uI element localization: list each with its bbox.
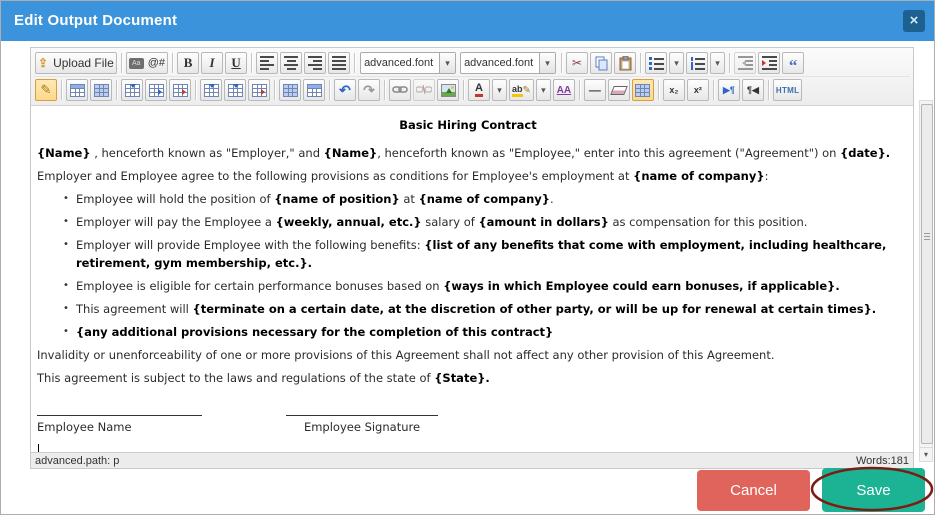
cut-button[interactable] bbox=[566, 52, 588, 74]
align-center-icon bbox=[284, 56, 298, 70]
insert-table-button[interactable] bbox=[279, 79, 301, 101]
editor-toolbar bbox=[31, 48, 913, 106]
numbered-list-icon bbox=[690, 57, 705, 70]
italic-icon: I bbox=[209, 55, 215, 70]
bold-button[interactable] bbox=[177, 52, 199, 74]
blockquote-icon: “ bbox=[788, 56, 798, 75]
superscript-button[interactable] bbox=[687, 79, 709, 101]
align-justify-icon bbox=[332, 56, 346, 70]
chevron-down-icon: ▾ bbox=[439, 53, 455, 73]
toolbar-separator bbox=[729, 53, 730, 73]
toolbar-row-1 bbox=[34, 50, 910, 76]
document-paragraphs bbox=[37, 144, 899, 387]
insert-row-after-button[interactable] bbox=[145, 79, 167, 101]
paste-icon bbox=[618, 56, 633, 71]
subscript-icon: x₂ bbox=[669, 85, 679, 95]
upload-file-button[interactable] bbox=[35, 52, 117, 74]
text-color-button[interactable] bbox=[468, 79, 490, 101]
toolbar-separator bbox=[121, 53, 122, 73]
blockquote-button[interactable] bbox=[782, 52, 804, 74]
insert-column-after-button[interactable] bbox=[224, 79, 246, 101]
copy-button[interactable] bbox=[590, 52, 612, 74]
cancel-button[interactable]: Cancel bbox=[697, 470, 810, 511]
document-paragraph: {Name} , henceforth known as "Employer," and {Name}, henceforth known as "Employee," enter into this agreement ("Agreement") on {date}. bbox=[37, 146, 891, 160]
toolbar-separator bbox=[579, 80, 580, 100]
align-left-button[interactable] bbox=[256, 52, 278, 74]
unlink-button[interactable] bbox=[413, 79, 435, 101]
document-bullet-item: • Employer will pay the Employee a {weekly, annual, etc.} salary of {amount in dollars} as compensation for this position. bbox=[63, 215, 808, 229]
document-bullet-item: • Employer will provide Employee with the following benefits: {list of any benefits that come with employment, including healthcare, retirement, gym membership, etc.}. bbox=[63, 238, 887, 270]
pencil-icon: ✎ bbox=[522, 84, 531, 96]
align-justify-button[interactable] bbox=[328, 52, 350, 74]
bullet-icon: • bbox=[63, 303, 69, 314]
toolbar-separator bbox=[329, 80, 330, 100]
numbered-list-menu-button[interactable]: ▾ bbox=[710, 52, 725, 74]
vertical-scrollbar[interactable] bbox=[919, 100, 933, 462]
bold-icon: B bbox=[183, 55, 193, 70]
rtl-icon: ¶◀ bbox=[746, 84, 759, 95]
align-center-button[interactable] bbox=[280, 52, 302, 74]
insert-image-button[interactable] bbox=[437, 79, 459, 101]
delete-row-icon bbox=[173, 84, 188, 97]
outdent-button[interactable] bbox=[734, 52, 756, 74]
italic-button[interactable] bbox=[201, 52, 223, 74]
undo-button[interactable] bbox=[334, 79, 356, 101]
dialog-titlebar bbox=[0, 0, 935, 41]
insert-column-before-button[interactable] bbox=[200, 79, 222, 101]
upload-file-label: Upload File bbox=[53, 56, 114, 70]
scissors-icon: ✂ bbox=[572, 56, 583, 70]
insert-column-before-icon bbox=[204, 84, 219, 97]
horizontal-rule-icon: — bbox=[588, 83, 601, 97]
table-cell-icon bbox=[94, 84, 109, 97]
document-bullet-item: • Employee is eligible for certain performance bonuses based on {ways in which Employee could earn bonuses, if applicable}. bbox=[63, 279, 840, 293]
toolbar-separator bbox=[561, 53, 562, 73]
rtl-button[interactable] bbox=[742, 79, 764, 101]
toolbar-separator bbox=[384, 80, 385, 100]
highlight-color-button[interactable] bbox=[509, 79, 534, 101]
table-properties-button[interactable] bbox=[303, 79, 325, 101]
bullet-icon: • bbox=[63, 280, 69, 291]
document-paragraph: Invalidity or unenforceability of one or more provisions of this Agreement shall not affect any other provision of this Agreement. bbox=[37, 348, 775, 362]
delete-row-button[interactable] bbox=[169, 79, 191, 101]
scroll-down-icon[interactable]: ▾ bbox=[920, 447, 932, 461]
highlight-icon: ab bbox=[512, 84, 523, 97]
bullet-icon: • bbox=[63, 326, 69, 337]
font-size-select[interactable] bbox=[460, 52, 556, 74]
align-right-icon bbox=[308, 56, 322, 70]
save-button[interactable]: Save bbox=[822, 468, 925, 512]
ltr-button[interactable] bbox=[718, 79, 740, 101]
unlink-icon bbox=[416, 84, 432, 96]
font-family-value: advanced.font bbox=[364, 57, 434, 69]
table-row-properties-button[interactable] bbox=[66, 79, 88, 101]
copy-icon bbox=[594, 56, 609, 71]
rich-text-editor bbox=[30, 47, 914, 469]
html-source-button[interactable] bbox=[773, 79, 802, 101]
image-icon bbox=[441, 84, 456, 97]
edit-mode-button[interactable] bbox=[35, 79, 57, 101]
insert-column-after-icon bbox=[228, 84, 243, 97]
outdent-icon bbox=[738, 56, 753, 70]
toolbar-separator bbox=[713, 80, 714, 100]
signature-block bbox=[37, 415, 899, 436]
bullet-icon: • bbox=[63, 193, 69, 204]
toolbar-separator bbox=[354, 53, 355, 73]
indent-button[interactable] bbox=[758, 52, 780, 74]
document-content[interactable] bbox=[31, 106, 913, 452]
bullet-list-button[interactable] bbox=[645, 52, 667, 74]
bullet-icon: • bbox=[63, 239, 69, 250]
document-bullet-item: • This agreement will {terminate on a certain date, at the discretion of other party, or will be up for renewal at certain times}. bbox=[63, 302, 877, 316]
word-count: Words:181 bbox=[856, 455, 909, 467]
toolbar-separator bbox=[640, 53, 641, 73]
toolbar-separator bbox=[251, 53, 252, 73]
link-icon bbox=[392, 84, 408, 96]
element-path: advanced.path: p bbox=[35, 455, 120, 467]
toolbar-separator bbox=[195, 80, 196, 100]
table-properties-icon bbox=[307, 84, 322, 97]
image-thumbnail-icon: Aa bbox=[129, 58, 144, 69]
text-color-icon: A bbox=[475, 83, 483, 97]
document-paragraph: Employer and Employee agree to the following provisions as conditions for Employee's employment at {name of company}: bbox=[37, 169, 769, 183]
bullet-icon: • bbox=[63, 216, 69, 227]
close-icon[interactable]: × bbox=[903, 10, 925, 32]
undo-icon: ↶ bbox=[339, 81, 351, 98]
text-cursor bbox=[38, 444, 39, 452]
toolbar-separator bbox=[116, 80, 117, 100]
indent-icon bbox=[762, 56, 777, 70]
upload-icon: ⇪ bbox=[38, 56, 49, 70]
underline-button[interactable] bbox=[225, 52, 247, 74]
insert-row-before-button[interactable] bbox=[121, 79, 143, 101]
numbered-list-button[interactable] bbox=[686, 52, 708, 74]
redo-button[interactable] bbox=[358, 79, 380, 101]
eraser-icon bbox=[610, 86, 628, 95]
font-effects-button[interactable] bbox=[553, 79, 575, 101]
delete-column-icon bbox=[252, 84, 267, 97]
align-left-icon bbox=[260, 56, 274, 70]
document-bullet-item: • {any additional provisions necessary for the completion of this contract} bbox=[63, 325, 554, 339]
bullet-list-icon bbox=[649, 57, 664, 70]
font-size-value: advanced.font bbox=[464, 57, 534, 69]
superscript-icon: x² bbox=[693, 85, 702, 95]
table-cell-properties-button[interactable] bbox=[90, 79, 112, 101]
subscript-button[interactable] bbox=[663, 79, 685, 101]
remove-format-button[interactable] bbox=[608, 79, 630, 101]
dialog-title: Edit Output Document bbox=[14, 12, 178, 29]
horizontal-rule-button[interactable] bbox=[584, 79, 606, 101]
chevron-down-icon: ▾ bbox=[539, 53, 555, 73]
table-toggle-button[interactable] bbox=[632, 79, 654, 101]
underline-icon: U bbox=[231, 55, 241, 70]
delete-column-button[interactable] bbox=[248, 79, 270, 101]
table-row-icon bbox=[70, 84, 85, 97]
font-family-select[interactable] bbox=[360, 52, 456, 74]
toolbar-row-2 bbox=[34, 76, 910, 103]
employee-signature-line: Employee Signature bbox=[286, 415, 438, 436]
toolbar-separator bbox=[172, 53, 173, 73]
ltr-icon: ▶¶ bbox=[722, 84, 735, 95]
scrollbar-thumb[interactable] bbox=[921, 104, 933, 444]
table-icon bbox=[635, 84, 650, 97]
align-right-button[interactable] bbox=[304, 52, 326, 74]
editor-statusbar bbox=[31, 452, 913, 468]
toolbar-separator bbox=[658, 80, 659, 100]
employee-name-signature-line: Employee Name bbox=[37, 415, 202, 436]
document-paragraph: This agreement is subject to the laws and regulations of the state of {State}. bbox=[37, 371, 490, 385]
merge-tags-button[interactable] bbox=[126, 52, 168, 74]
insert-table-icon bbox=[283, 84, 298, 97]
document-bullet-item: • Employee will hold the position of {name of position} at {name of company}. bbox=[63, 192, 554, 206]
bullet-list-menu-button[interactable]: ▾ bbox=[669, 52, 684, 74]
merge-tags-label: @# bbox=[147, 57, 166, 69]
paste-button[interactable] bbox=[614, 52, 636, 74]
insert-row-after-icon bbox=[149, 84, 164, 97]
document-heading: Basic Hiring Contract bbox=[399, 118, 537, 132]
text-color-menu-button[interactable]: ▾ bbox=[492, 79, 507, 101]
toolbar-separator bbox=[274, 80, 275, 100]
toolbar-separator bbox=[463, 80, 464, 100]
toolbar-separator bbox=[768, 80, 769, 100]
toolbar-separator bbox=[61, 80, 62, 100]
insert-link-button[interactable] bbox=[389, 79, 411, 101]
font-effects-icon: AA bbox=[556, 84, 572, 96]
html-source-label: HTML bbox=[775, 85, 800, 95]
highlight-color-menu-button[interactable]: ▾ bbox=[536, 79, 551, 101]
pencil-icon: ✎ bbox=[40, 82, 52, 97]
scrollbar-grip-icon bbox=[924, 233, 930, 240]
redo-icon: ↷ bbox=[363, 81, 375, 98]
insert-row-before-icon bbox=[125, 84, 140, 97]
